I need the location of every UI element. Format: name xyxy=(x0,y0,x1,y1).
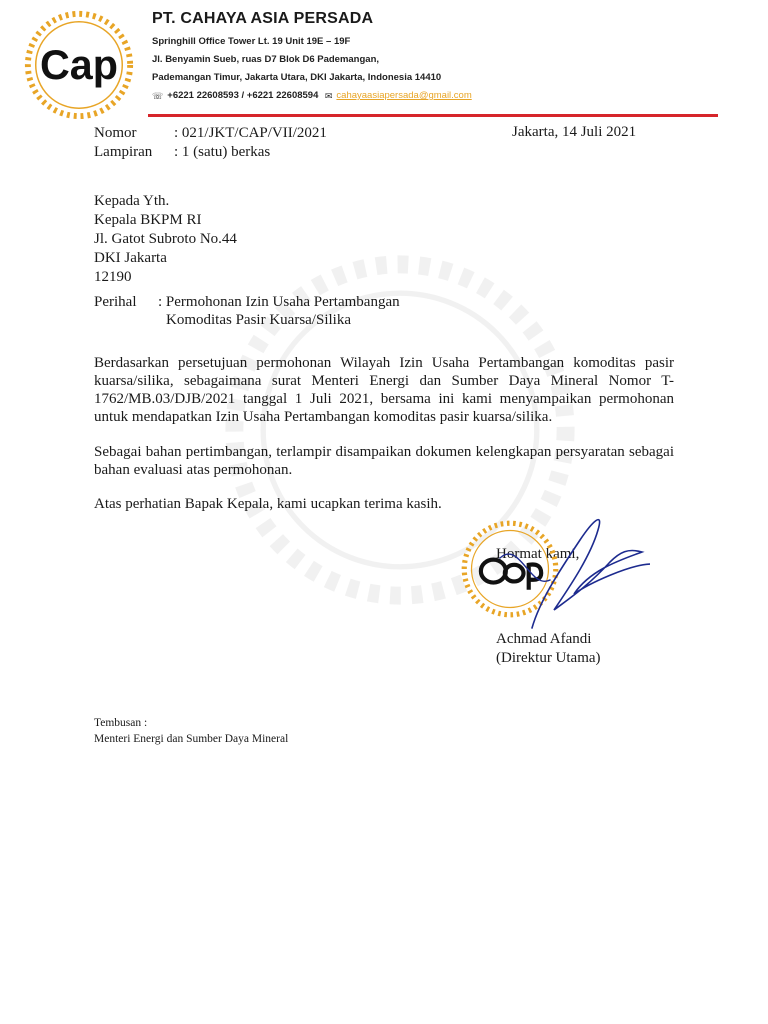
signer-title: (Direktur Utama) xyxy=(496,650,601,666)
body-paragraph-2: Sebagai bahan pertimbangan, terlampir disampaikan dokumen kelengkapan persyaratan sebagai bahan evaluasi atas permohonan. xyxy=(94,444,674,478)
header-divider xyxy=(148,114,718,117)
addressee-line-1: Kepada Yth. xyxy=(94,193,170,209)
subject-label: Perihal xyxy=(94,294,137,310)
company-logo xyxy=(20,6,138,124)
addressee-line-2: Kepala BKPM RI xyxy=(94,212,202,228)
letter-meta xyxy=(94,124,327,162)
body-paragraph-1: Berdasarkan persetujuan permohonan Wilayah Izin Usaha Pertambangan komoditas pasir kuarsa/silika, sebagaimana surat Menteri Energi dan Sumber Daya Mineral Nomor T-1762/MB.03/DJB/2021 tanggal 1 Juli 2021, bersama ini kami menyampaikan permohonan untuk mendapatkan Izin Usaha Pertambangan komoditas pasir kuarsa/silika. xyxy=(94,355,674,425)
company-header xyxy=(152,10,472,105)
addressee-block xyxy=(94,192,237,287)
address-line-2: Jl. Benyamin Sueb, ruas D7 Blok D6 Pademangan, xyxy=(152,54,380,65)
lampiran-value: : 1 (satu) berkas xyxy=(174,144,271,160)
cc-label: Tembusan : xyxy=(94,717,148,729)
letter-date: Jakarta, 14 Juli 2021 xyxy=(512,124,637,140)
email-link[interactable]: cahayaasiapersada@gmail.com xyxy=(336,90,472,101)
phone-icon: ☏ xyxy=(152,91,164,101)
address-line-3: Pademangan Timur, Jakarta Utara, DKI Jakarta, Indonesia 14410 xyxy=(152,72,442,83)
subject-line-1: : Permohonan Izin Usaha Pertambangan xyxy=(158,294,400,310)
logo-text: Cap xyxy=(39,41,119,88)
subject-block xyxy=(94,293,400,329)
phone-numbers: +6221 22608593 / +6221 22608594 xyxy=(167,90,319,101)
signer-block xyxy=(496,630,601,668)
lampiran-label: Lampiran xyxy=(94,144,153,160)
nomor-value: : 021/JKT/CAP/VII/2021 xyxy=(174,125,327,141)
addressee-line-3: Jl. Gatot Subroto No.44 xyxy=(94,231,237,247)
cc-block xyxy=(94,715,288,747)
signer-name: Achmad Afandi xyxy=(496,631,592,647)
closing-text: Hormat kami, xyxy=(496,546,580,562)
contact-line xyxy=(152,87,472,105)
addressee-line-4: DKI Jakarta xyxy=(94,250,167,266)
addressee-line-5: 12190 xyxy=(94,269,132,285)
handwritten-signature xyxy=(470,500,650,650)
address-line-1: Springhill Office Tower Lt. 19 Unit 19E – 19F xyxy=(152,36,351,47)
mail-icon: ✉ xyxy=(322,91,333,101)
subject-line-2: Komoditas Pasir Kuarsa/Silika xyxy=(166,312,351,328)
cc-item-1: Menteri Energi dan Sumber Daya Mineral xyxy=(94,733,289,745)
company-name: PT. CAHAYA ASIA PERSADA xyxy=(152,10,374,27)
body-paragraph-3: Atas perhatian Bapak Kepala, kami ucapkan terima kasih. xyxy=(94,496,442,512)
nomor-label: Nomor xyxy=(94,125,137,141)
